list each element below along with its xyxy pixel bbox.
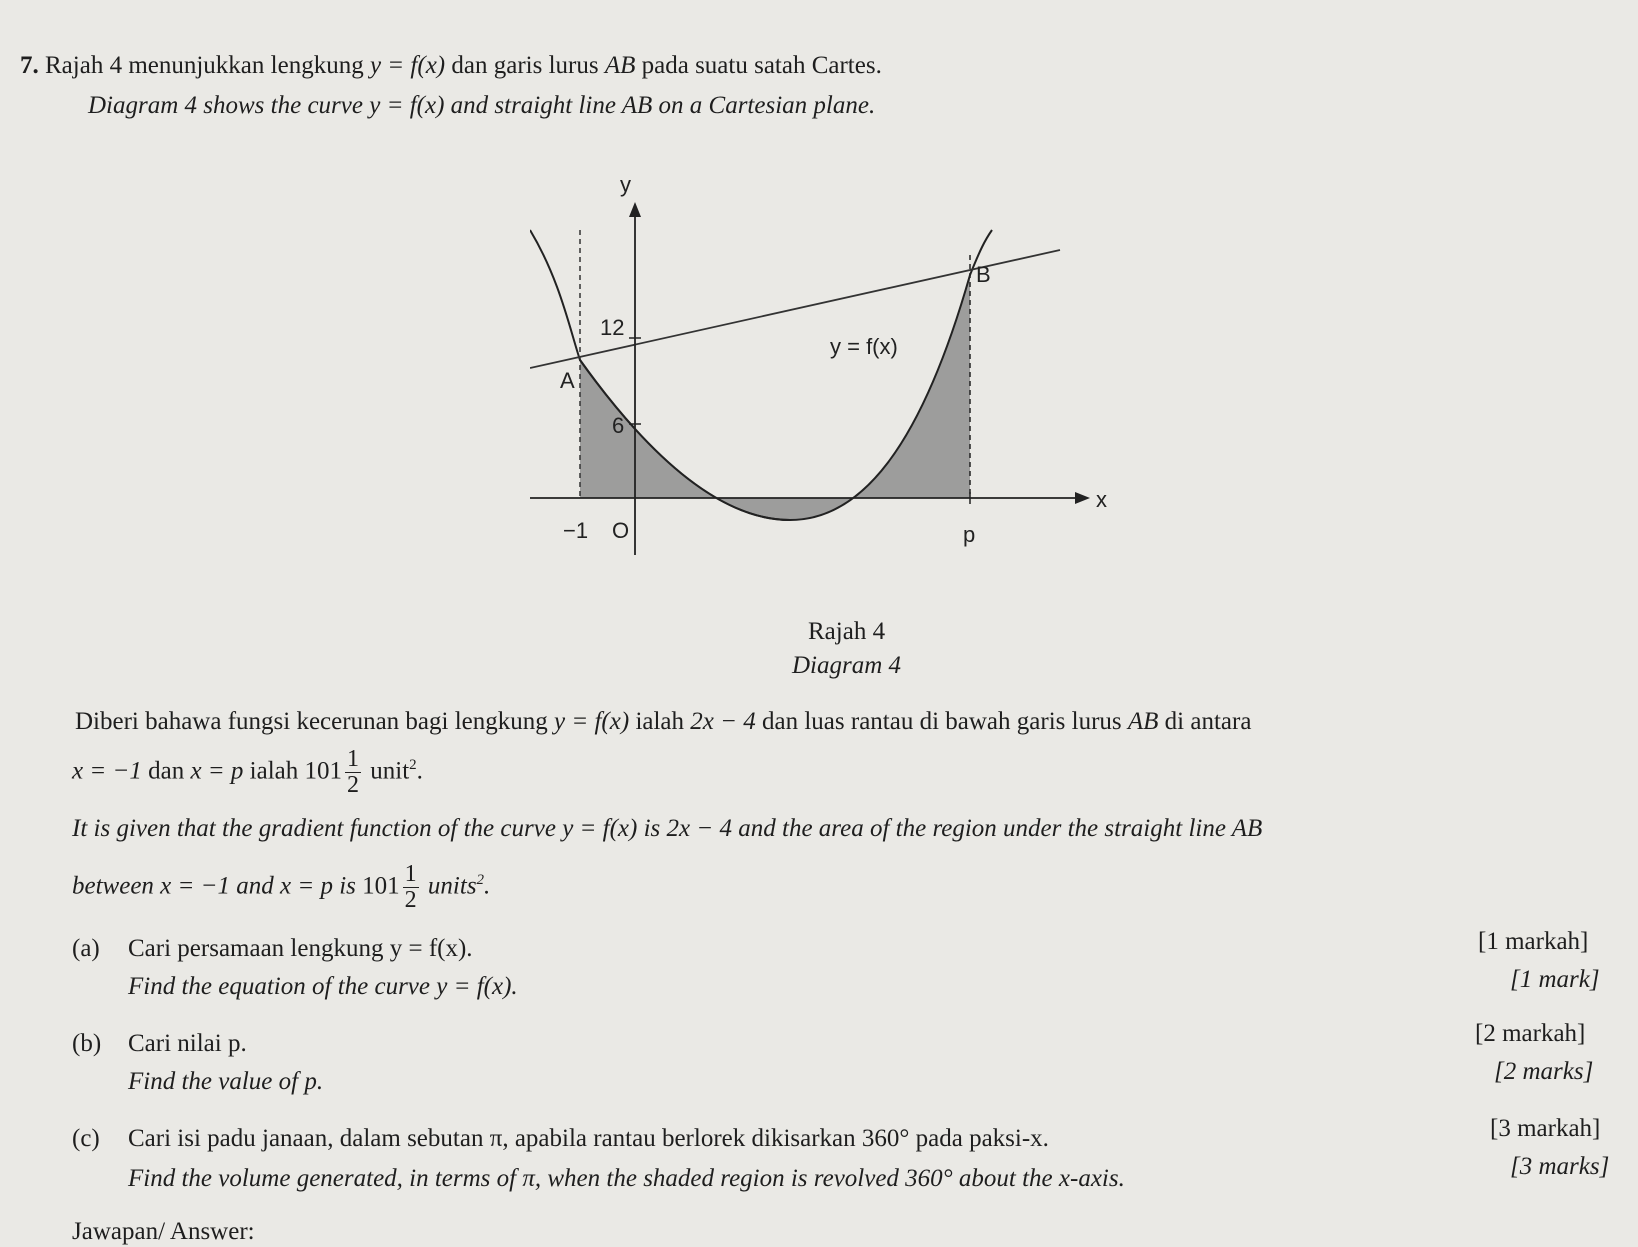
given-ms-text-b: ialah xyxy=(635,708,685,735)
diagram-4 xyxy=(530,170,1130,590)
label-neg1: −1 xyxy=(563,518,589,543)
area-numerator: 1 xyxy=(347,746,360,772)
part-a-english: Find the equation of the curve y = f(x). xyxy=(128,973,518,1000)
part-b-mark-en: [2 marks] xyxy=(1494,1058,1594,1085)
label-12: 12 xyxy=(600,315,625,340)
given-ms-text-a: Diberi bahawa fungsi kecerunan bagi lengkung xyxy=(75,708,548,735)
caption-malay: Rajah 4 xyxy=(808,618,886,645)
intro-ms-text-b: dan garis lurus xyxy=(451,52,599,79)
intro-en-equation: y = f(x) xyxy=(369,92,445,119)
intro-ms-equation: y = f(x) xyxy=(369,52,446,79)
given-ms-eq: y = f(x) xyxy=(554,708,630,735)
y-axis-arrow xyxy=(629,202,641,217)
given-en-gradient: 2x − 4 xyxy=(666,815,733,842)
area-numerator-en: 1 xyxy=(404,861,417,887)
part-c-malay: Cari isi padu janaan, dalam sebutan π, apabila rantau berlorek dikisarkan 360° pada paksi-x. xyxy=(128,1125,1049,1152)
label-6: 6 xyxy=(612,413,625,438)
given-ms-x-neg1: x = −1 xyxy=(72,757,142,785)
part-a-mark-ms: [1 markah] xyxy=(1478,928,1589,955)
shaded-region xyxy=(580,275,970,520)
given-en-line2: between x = −1 and x = p is 101 $\frac{1}{2}$ units$^2$. xyxy=(72,861,491,914)
part-b-malay: Cari nilai p. xyxy=(128,1030,247,1057)
intro-ms-text: Rajah 4 menunjukkan lengkung xyxy=(45,52,364,79)
intro-en-text-b: and straight line AB on a Cartesian plane. xyxy=(450,92,876,119)
curve-label: y = f(x) xyxy=(830,334,898,359)
area-denominator: 2 xyxy=(347,772,360,799)
given-en-eq: y = f(x) xyxy=(562,815,638,842)
intro-ms-text-c: pada suatu satah Cartes. xyxy=(641,52,882,79)
part-b-label: (b) xyxy=(72,1030,102,1057)
given-en-and: and xyxy=(236,872,274,900)
part-c-mark-en: [3 marks] xyxy=(1510,1153,1610,1180)
caption-english: Diagram 4 xyxy=(792,652,902,679)
part-a-label: (a) xyxy=(72,935,100,962)
given-ms-ab: AB xyxy=(1127,708,1159,735)
given-en-text-a: It is given that the gradient function of the curve xyxy=(72,815,556,842)
given-en-is: is xyxy=(643,815,661,842)
given-ms-x-p: x = p xyxy=(190,757,244,785)
question-number: 7. xyxy=(20,52,39,79)
label-a: A xyxy=(560,368,575,393)
given-en-is-2: is xyxy=(339,872,356,900)
question-intro-malay xyxy=(20,52,882,80)
label-origin: O xyxy=(612,518,630,543)
y-axis-label: y xyxy=(620,172,631,197)
part-a-mark-en: [1 mark] xyxy=(1510,966,1600,993)
given-ms-ialah: ialah xyxy=(249,757,299,785)
given-ms-text-d: di antara xyxy=(1164,708,1252,735)
given-ms-line2: x = −1 dan x = p ialah 101 $\frac{1}{2}$ unit$^2$. xyxy=(72,746,423,799)
given-en-between: between xyxy=(72,872,154,900)
given-ms-dan: dan xyxy=(148,757,185,785)
given-en-x-neg1: x = −1 xyxy=(160,872,231,900)
intro-ms-ab: AB xyxy=(604,52,636,79)
intro-en-text: Diagram 4 shows the curve xyxy=(88,92,363,119)
given-ms-unit: unit xyxy=(370,757,410,785)
part-b-english: Find the value of p. xyxy=(128,1068,324,1095)
given-ms-text-c: dan luas rantau di bawah garis lurus xyxy=(762,708,1122,735)
area-whole: 101 xyxy=(304,757,343,785)
area-denominator-en: 2 xyxy=(404,887,417,914)
given-en-unit: units xyxy=(427,872,477,900)
question-intro-english xyxy=(88,92,875,120)
area-fraction xyxy=(345,747,361,798)
label-b: B xyxy=(976,262,991,287)
part-c-english: Find the volume generated, in terms of π, when the shaded region is revolved 360° about the x-axis. xyxy=(128,1165,1125,1192)
given-ms-line1 xyxy=(75,708,1251,736)
area-whole-en: 101 xyxy=(362,872,400,900)
part-c-label: (c) xyxy=(72,1125,100,1152)
given-en-text-c: and the area of the region under the straight line AB xyxy=(738,815,1263,842)
part-c-mark-ms: [3 markah] xyxy=(1490,1115,1601,1142)
area-fraction-en xyxy=(403,862,419,913)
x-axis-label: x xyxy=(1096,487,1107,512)
given-en-x-p: x = p xyxy=(280,872,333,900)
part-b-mark-ms: [2 markah] xyxy=(1475,1020,1586,1047)
label-p: p xyxy=(963,522,976,547)
x-axis-arrow xyxy=(1075,492,1090,504)
given-en-line1 xyxy=(72,815,1262,843)
part-a-malay: Cari persamaan lengkung y = f(x). xyxy=(128,935,473,962)
given-ms-gradient: 2x − 4 xyxy=(690,708,756,735)
answer-label: Jawapan/ Answer: xyxy=(72,1218,255,1245)
